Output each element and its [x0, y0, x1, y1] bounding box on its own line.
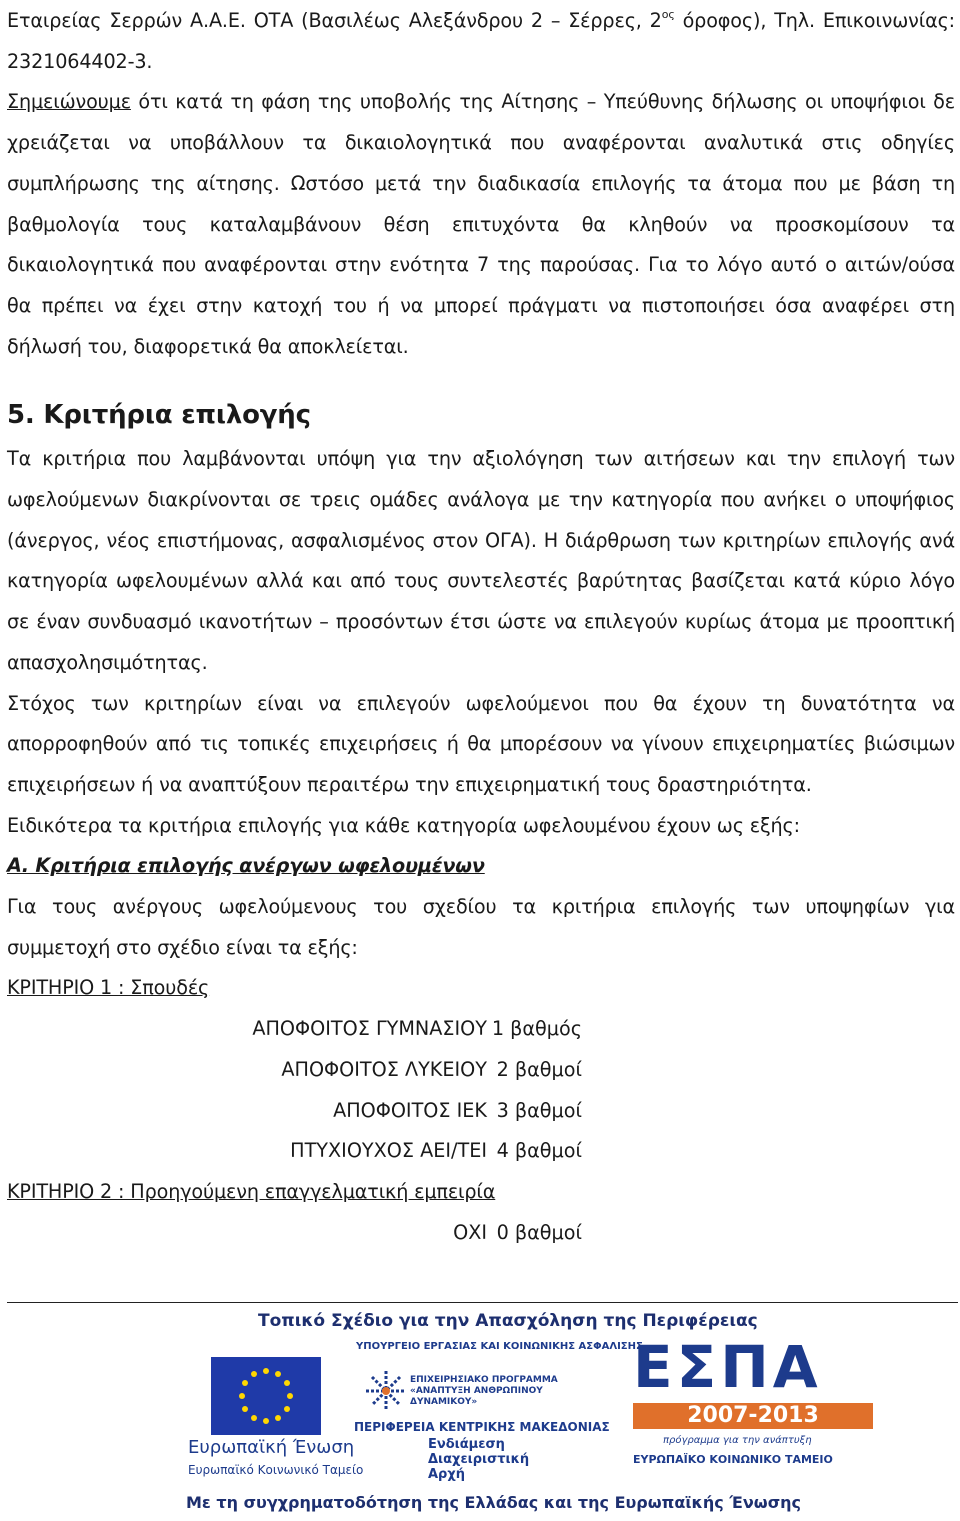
phone-text: όροφος), Τηλ. Επικοινωνίας: 2321064402-3. [7, 9, 955, 73]
paragraph-criteria-intro: Τα κριτήρια που λαμβάνονται υπόψη για την αξιολόγηση των αιτήσεων και την επιλογή των ωφελούμενων διακρίνονται σε τρεις ομάδες ανάλογα με την κατηγορία που ανήκει ο υποψήφιος (άνεργος, νέος επιστήμονας, ασφαλισμένος στον ΟΓΑ). Η διάρθρωση των κριτηρίων επιλογής ανά κατηγορία ωφελουμένων αλλά και από τους συντελεστές βαρύτητας βασίζεται κατά κύριο λόγο σε έναν συνδυασμό ικανοτήτων – προσόντων έτσι ώστε να επιλεγούν κυρίως άτομα με προοπτική απασχολησιμότητας. [7, 447, 955, 674]
funding-banner [178, 1305, 960, 1519]
espa-fund: ΕΥΡΩΠΑΪΚΟ ΚΟΙΝΩΝΙΚΟ ΤΑΜΕΙΟ [633, 1453, 833, 1466]
criterion-1-title [7, 968, 955, 1009]
footer-divider [7, 1302, 958, 1303]
table-row [7, 1050, 955, 1091]
eu-name: Ευρωπαϊκή Ένωση [188, 1437, 355, 1458]
row-score: 4 βαθμοί [496, 1139, 582, 1163]
eu-flag-icon [211, 1357, 321, 1435]
criterion-2-text: ΚΡΙΤΗΡΙΟ 2 : Προηγούμενη επαγγελματική εμπειρία [7, 1179, 496, 1203]
subsection-heading [7, 846, 955, 887]
banner-title: Τοπικό Σχέδιο για την Απασχόληση της Περιφέρειας [258, 1311, 758, 1331]
intermediary-name: Ενδιάμεση Διαχειριστική Αρχή [428, 1437, 530, 1482]
eu-fund: Ευρωπαϊκό Κοινωνικό Ταμείο [188, 1463, 364, 1477]
table-row [7, 1009, 955, 1050]
criterion-1-text: ΚΡΙΤΗΡΙΟ 1 : Σπουδές [7, 976, 210, 1000]
row-label: ΠΤΥΧΙΟΥΧΟΣ ΑΕΙ/ΤΕΙ [290, 1139, 487, 1163]
programme-name: ΕΠΙΧΕΙΡΗΣΙΑΚΟ ΠΡΟΓΡΑΜΜΑ «ΑΝΑΠΤΥΞΗ ΑΝΘΡΩΠΙΝΟΥ ΔΥΝΑΜΙΚΟΥ» [410, 1375, 558, 1407]
subsection-heading-text: Α. Κριτήρια επιλογής ανέργων ωφελουμένων [7, 854, 485, 878]
row-label: ΑΠΟΦΟΙΤΟΣ ΙΕΚ [333, 1098, 487, 1122]
address-text: Εταιρείας Σερρών Α.Α.Ε. ΟΤΑ (Βασιλέως Αλεξάνδρου 2 – Σέρρες, 2 [7, 9, 662, 32]
row-score: 3 βαθμοί [496, 1098, 582, 1122]
espa-programme: πρόγραμμα για την ανάπτυξη [663, 1435, 812, 1446]
table-row [7, 1131, 955, 1172]
paragraph-criteria-specific: Ειδικότερα τα κριτήρια επιλογής για κάθε κατηγορία ωφελουμένου έχουν ως εξής: [7, 813, 800, 837]
espa-logo [633, 1333, 873, 1466]
ministry-name: ΥΠΟΥΡΓΕΙΟ ΕΡΓΑΣΙΑΣ ΚΑΙ ΚΟΙΝΩΝΙΚΗΣ ΑΣΦΑΛΙΣΗΣ [356, 1341, 643, 1352]
paragraph-criteria-goal: Στόχος των κριτηρίων είναι να επιλεγούν ωφελούμενοι που θα έχουν τη δυνατότητα να απορροφηθούν από τις τοπικές επιχειρήσεις ή θα μπορέσουν να γίνουν επιχειρηματίες βιώσιμων επιχειρήσεων ή να αναπτύξουν περαιτέρω την επιχειρηματική τους δραστηριότητα. [7, 691, 955, 796]
criterion-2-title [7, 1172, 955, 1213]
note-underlined-word: Σημειώνουμε [7, 90, 131, 114]
paragraph-unemployed: Για τους ανέργους ωφελούμενους του σχεδίου τα κριτήρια επιλογής των υποψηφίων για συμμετοχή στο σχέδιο είναι τα εξής: [7, 895, 955, 959]
section-heading: 5. Κριτήρια επιλογής [7, 400, 311, 431]
criterion-2-table [7, 1213, 955, 1254]
row-score: 0 βαθμοί [496, 1220, 582, 1244]
region-name: ΠΕΡΙΦΕΡΕΙΑ ΚΕΝΤΡΙΚΗΣ ΜΑΚΕΔΟΝΙΑΣ [354, 1420, 610, 1434]
document-body [7, 0, 955, 1253]
row-label: ΟΧΙ [453, 1220, 487, 1244]
row-score: 1 βαθμός [491, 1017, 582, 1041]
row-score: 2 βαθμοί [496, 1057, 582, 1081]
row-label: ΑΠΟΦΟΙΤΟΣ ΓΥΜΝΑΣΙΟΥ [252, 1017, 487, 1041]
paragraph-address [7, 1, 955, 82]
cofunding-statement: Με τη συγχρηματοδότηση της Ελλάδας και της Ευρωπαϊκής Ένωσης [186, 1493, 802, 1512]
floor-superscript: ος [661, 7, 675, 21]
note-text: ότι κατά τη φάση της υποβολής της Αίτησης – Υπεύθυνης δήλωσης οι υποψήφιοι δε χρειάζεται να υποβάλλουν τα δικαιολογητικά που αναφέρονται αναλυτικά στις οδηγίες συμπλήρωσης της αίτησης. Ωστόσο μετά την διαδικασία επιλογής τα άτομα που με βάση τη βαθμολογία τους καταλαμβάνουν θέση επιτυχόντα θα κληθούν να προσκομίσουν τα δικαιολογητικά που αναφέρονται στην ενότητα 7 της παρούσας. Για το λόγο αυτό ο αιτών/ούσα θα πρέπει να έχει στην κατοχή του ή να μπορεί πράγματι να πιστοποιήσει όσα αναφέρει στη δήλωσή του, διαφορετικά θα αποκλείεται. [7, 90, 955, 358]
row-label: ΑΠΟΦΟΙΤΟΣ ΛΥΚΕΙΟΥ [281, 1057, 487, 1081]
table-row [7, 1213, 955, 1254]
paragraph-note [7, 82, 955, 367]
criterion-1-table [7, 1009, 955, 1172]
table-row [7, 1091, 955, 1132]
espa-wordmark: ΕΣΠΑ [633, 1333, 822, 1401]
programme-logo-icon [364, 1369, 408, 1413]
espa-years: 2007-2013 [633, 1403, 873, 1429]
